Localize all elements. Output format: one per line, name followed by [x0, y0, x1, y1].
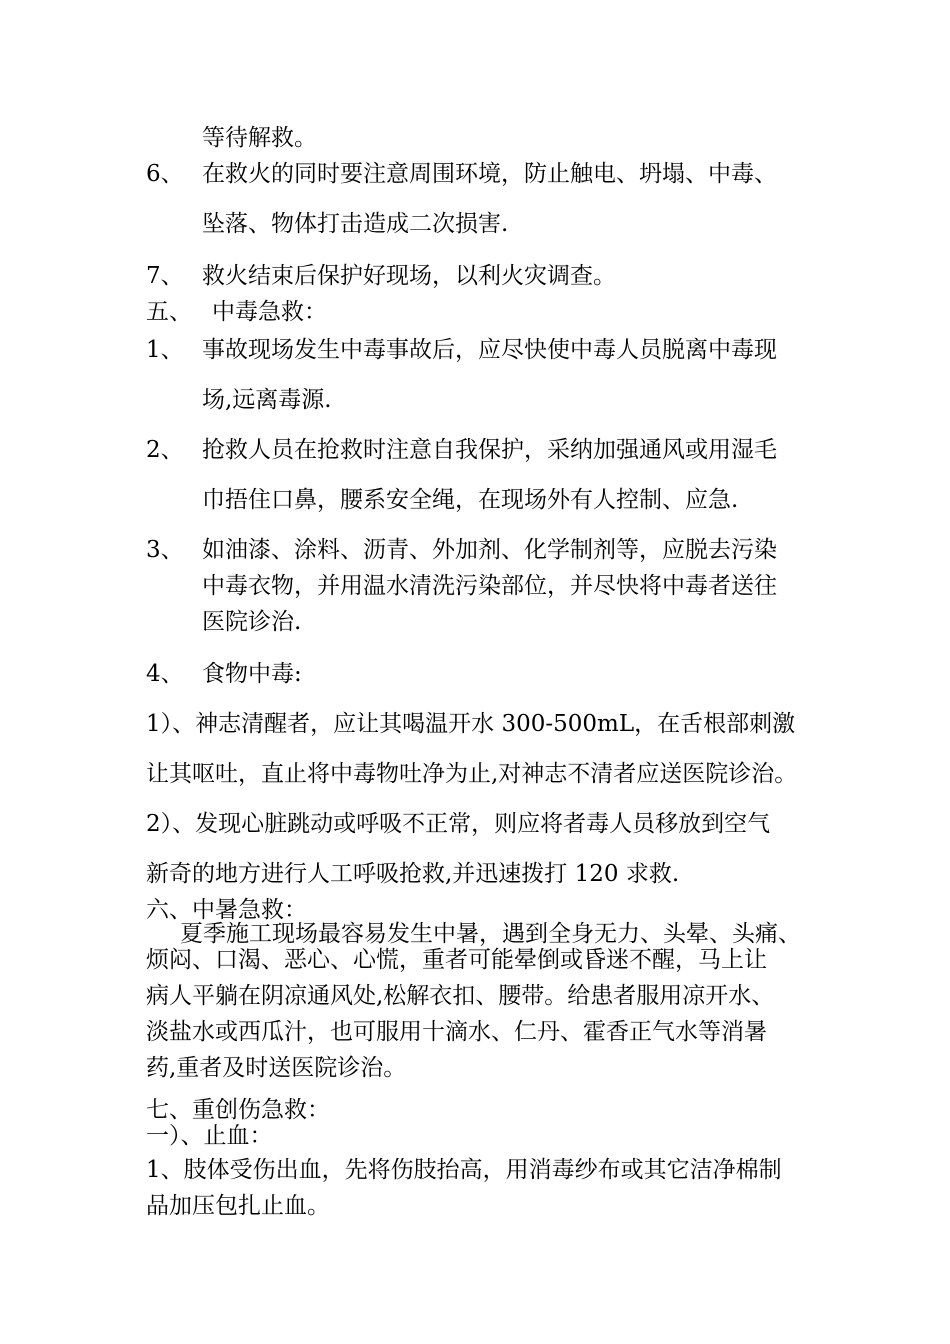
text-line: 淡盐水或西瓜汁，也可服用十滴水、仁丹、霍香正气水等消暑 — [146, 1019, 767, 1045]
subsection-heading: 一）、止血： — [146, 1123, 273, 1149]
text-line: 1、肢体受伤出血，先将伤肢抬高，用消毒纱布或其它洁净棉制 — [146, 1157, 782, 1183]
section-heading: 中毒急救： — [212, 299, 327, 325]
text-line: 救火结束后保护好现场，以利火灾调查。 — [202, 263, 616, 289]
text-line: 让其呕吐，直止将中毒物吐净为止,对神志不清者应送医院诊治。 — [146, 761, 798, 787]
text-line: 病人平躺在阴凉通风处,松解衣扣、腰带。给患者服用凉开水、 — [146, 983, 775, 1009]
text-line: 巾捂住口鼻，腰系安全绳，在现场外有人控制、应急. — [202, 487, 739, 513]
text-line: 场,远离毒源. — [202, 387, 332, 413]
text-line: 如油漆、涂料、沥青、外加剂、化学制剂等，应脱去污染 — [202, 537, 777, 563]
text-line: 坠落、物体打击造成二次损害. — [202, 211, 509, 237]
text-line: 品加压包扎止血。 — [146, 1193, 330, 1219]
text-line: 在救火的同时要注意周围环境，防止触电、坍塌、中毒、 — [202, 161, 777, 187]
text-line: 医院诊治. — [202, 609, 302, 635]
list-number: 4、 — [146, 661, 184, 687]
list-number: 6、 — [146, 161, 184, 187]
section-number: 五、 — [146, 299, 192, 325]
list-number: 3、 — [146, 537, 184, 563]
text-line: 新奇的地方进行人工呼吸抢救,并迅速拨打 120 求救. — [146, 861, 680, 887]
text-line: 等待解救。 — [202, 125, 317, 151]
text-line: 抢救人员在抢救时注意自我保护，采纳加强通风或用湿毛 — [202, 437, 777, 463]
text-line: 中毒衣物，并用温水清洗污染部位，并尽快将中毒者送往 — [202, 573, 777, 599]
text-line: 药,重者及时送医院诊治。 — [146, 1055, 407, 1081]
text-line: 事故现场发生中毒事故后，应尽快使中毒人员脱离中毒现 — [202, 337, 777, 363]
text-line: 2）、发现心脏跳动或呼吸不正常，则应将者毒人员移放到空气 — [146, 811, 771, 837]
text-line: 夏季施工现场最容易发生中暑，遇到全身无力、头晕、头痛、 — [180, 921, 801, 947]
text-line: 烦闷、口渴、恶心、心慌，重者可能晕倒或昏迷不醒，马上让 — [146, 947, 767, 973]
text-line: 1）、神志清醒者，应让其喝温开水 300-500mL，在舌根部刺激 — [146, 711, 796, 737]
text-line: 食物中毒: — [202, 661, 302, 687]
section-heading: 六、中暑急救： — [146, 897, 307, 923]
list-number: 2、 — [146, 437, 184, 463]
section-heading: 七、重创伤急救： — [146, 1097, 330, 1123]
list-number: 7、 — [146, 263, 184, 289]
list-number: 1、 — [146, 337, 184, 363]
